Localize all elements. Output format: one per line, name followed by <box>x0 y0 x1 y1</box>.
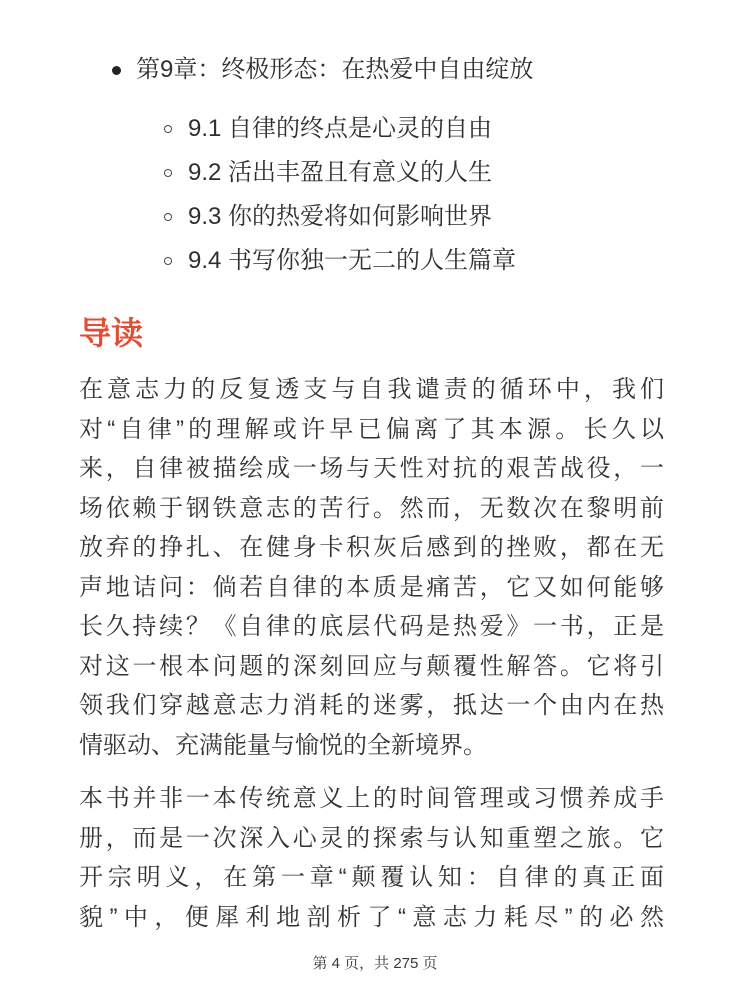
page-number-footer: 第 4 页，共 275 页 <box>312 955 438 972</box>
paragraph-line: 来，自律被描绘成一场与天性对抗的艰苦战役，一 <box>79 455 664 482</box>
toc-section-label: 9.4 书写你独一无二的人生篇章 <box>188 247 517 274</box>
toc-subsection-list <box>79 107 664 283</box>
section-heading: 导读 <box>79 315 144 351</box>
toc-section-item <box>79 195 664 239</box>
bullet-circle-icon <box>164 169 172 177</box>
toc-section-item <box>79 239 664 283</box>
paragraph-line: 放弃的挣扎、在健身卡积灰后感到的挫败，都在无 <box>79 534 664 561</box>
paragraph-line: 场依赖于钢铁意志的苦行。然而，无数次在黎明前 <box>79 494 664 522</box>
paragraph-line: 在意志力的反复透支与自我谴责的循环中，我们 <box>79 376 664 403</box>
paragraph-line: 开宗明义，在第一章“颠覆认知：自律的真正面 <box>79 864 664 891</box>
paragraph-line: 貌”中，便犀利地剖析了“意志力耗尽”的必然 <box>79 903 664 931</box>
table-of-contents <box>79 52 664 283</box>
paragraph-line: 声地诘问：倘若自律的本质是痛苦，它又如何能够 <box>79 573 664 601</box>
toc-section-label: 9.1 自律的终点是心灵的自由 <box>188 115 493 142</box>
toc-section-label: 9.3 你的热爱将如何影响世界 <box>188 203 493 230</box>
bullet-circle-icon <box>164 125 172 133</box>
paragraph <box>79 370 664 765</box>
toc-chapter-item <box>79 52 664 88</box>
paragraph-line: 情驱动、充满能量与愉悦的全新境界。 <box>79 731 487 759</box>
paragraph-line: 对“自律”的理解或许早已偏离了其本源。长久以 <box>79 415 664 443</box>
paragraph-line: 册，而是一次深入心灵的探索与认知重塑之旅。它 <box>79 824 664 852</box>
paragraph-line: 领我们穿越意志力消耗的迷雾，抵达一个由内在热 <box>79 692 664 719</box>
paragraph-line: 对这一根本问题的深刻回应与颠覆性解答。它将引 <box>79 652 664 680</box>
toc-section-item <box>79 151 664 195</box>
paragraph-line: 长久持续？《自律的底层代码是热爱》一书，正是 <box>79 613 664 640</box>
toc-section-item <box>79 107 664 151</box>
bullet-circle-icon <box>164 257 172 265</box>
toc-section-label: 9.2 活出丰盈且有意义的人生 <box>188 159 493 186</box>
paragraph-line: 本书并非一本传统意义上的时间管理或习惯养成手 <box>79 785 664 812</box>
paragraph <box>79 779 664 937</box>
toc-chapter-label: 第9章：终极形态：在热爱中自由绽放 <box>136 56 534 83</box>
bullet-circle-icon <box>164 213 172 221</box>
bullet-disc-icon <box>112 66 121 75</box>
